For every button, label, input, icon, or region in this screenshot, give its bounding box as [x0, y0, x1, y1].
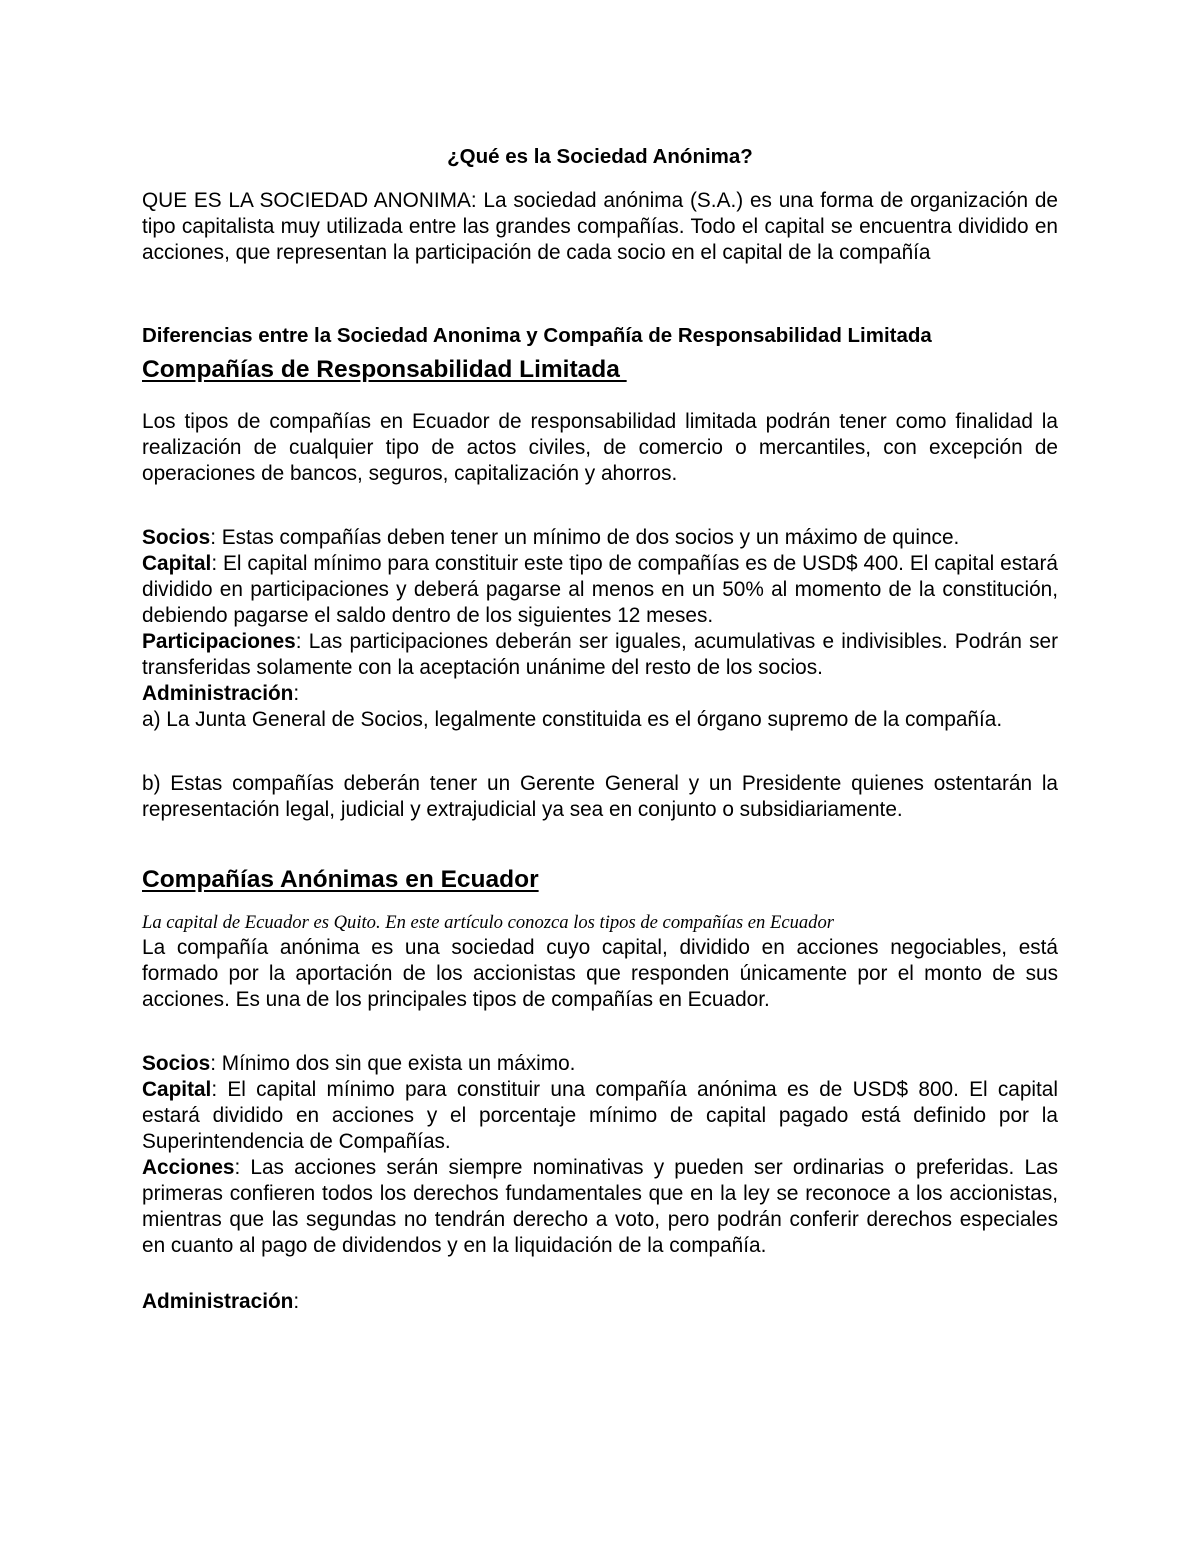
sa-socios-text: : Mínimo dos sin que exista un máximo. — [210, 1052, 576, 1075]
ltda-socios-label: Socios — [142, 526, 211, 549]
sa-acciones-paragraph — [142, 1155, 1058, 1259]
spacer — [142, 823, 1058, 863]
sa-acciones-text: : Las acciones serán siempre nominativas y pueden ser ordinarias o preferidas. Las primeras confieren todos los derechos fundamentales que en la ley se reconoce a los accionistas, mientras que las segundas no tendrán derecho a voto, pero podrán conferir derechos especiales en cuanto al pago de dividendos y en la liquidación de la compañía. — [142, 1156, 1058, 1257]
ltda-socios-text: : Estas compañías deben tener un mínimo de dos socios y un máximo de quince. — [210, 526, 960, 549]
sa-socios-paragraph — [142, 1051, 1058, 1077]
spacer — [142, 1013, 1058, 1051]
sa-capital-text: : El capital mínimo para constituir una compañía anónima es de USD$ 800. El capital estará dividido en acciones y el porcentaje mínimo de capital pagado está definido por la Superintendencia de Compañías. — [142, 1078, 1058, 1153]
sa-administracion-paragraph — [142, 1289, 1058, 1315]
ltda-capital-text: : El capital mínimo para constituir este tipo de compañías es de USD$ 400. El capital estará dividido en participaciones y deberá pagarse al menos en un 50% al momento de la constitución, debiendo pagarse el saldo dentro de los siguientes 12 meses. — [142, 552, 1058, 627]
ltda-participaciones-paragraph — [142, 629, 1058, 681]
ltda-admin-item-a: a) La Junta General de Socios, legalmente constituida es el órgano supremo de la compañía. — [142, 708, 1003, 731]
document-page — [142, 142, 1058, 1315]
ltda-capital-label: Capital — [142, 552, 212, 575]
ltda-socios-paragraph — [142, 525, 1058, 551]
spacer — [142, 387, 1058, 409]
ltda-participaciones-text: : Las participaciones deberán ser iguales, acumulativas e indivisibles. Podrán ser transferidas solamente con la aceptación unánime del resto de los socios. — [142, 630, 1058, 679]
spacer — [142, 487, 1058, 525]
intro-paragraph: QUE ES LA SOCIEDAD ANONIMA: La sociedad anónima (S.A.) es una forma de organización de tipo capitalista muy utilizada entre las grandes compañías. Todo el capital se encuentra dividido en acciones, que representan la participación de cada socio en el capital de la compañía — [142, 189, 1058, 264]
sa-administracion-label: Administración — [142, 1290, 294, 1313]
sa-socios-label: Socios — [142, 1052, 211, 1075]
sa-administracion-text: : — [293, 1290, 300, 1313]
ltda-administracion-text: : — [293, 682, 300, 705]
spacer — [142, 1259, 1058, 1289]
sa-acciones-label: Acciones — [142, 1156, 235, 1179]
sa-capital-label: Capital — [142, 1078, 212, 1101]
sa-note: La capital de Ecuador es Quito. En este artículo conozca los tipos de compañías en Ecuador — [142, 912, 835, 933]
differences-heading: Diferencias entre la Sociedad Anonima y Compañía de Responsabilidad Limitada — [142, 324, 932, 347]
spacer — [142, 733, 1058, 771]
ltda-administracion-paragraph — [142, 681, 1058, 707]
ltda-participaciones-label: Participaciones — [142, 630, 296, 653]
sa-intro-paragraph: La compañía anónima es una sociedad cuyo capital, dividido en acciones negociables, está formado por la aportación de los accionistas que responden únicamente por el monto de sus acciones. Es una de los principales tipos de compañías en Ecuador. — [142, 936, 1058, 1011]
ltda-administracion-label: Administración — [142, 682, 294, 705]
spacer — [142, 897, 1058, 911]
ltda-intro-paragraph: Los tipos de compañías en Ecuador de responsabilidad limitada podrán tener como finalidad la realización de cualquier tipo de actos civiles, de comercio o mercantiles, con excepción de operaciones de bancos, seguros, capitalización y ahorros. — [142, 410, 1058, 485]
sa-heading: Compañías Anónimas en Ecuador — [142, 866, 539, 893]
ltda-capital-paragraph — [142, 551, 1058, 629]
sa-capital-paragraph — [142, 1077, 1058, 1155]
spacer — [142, 266, 1058, 323]
document-title: ¿Qué es la Sociedad Anónima? — [447, 145, 753, 168]
ltda-heading: Compañías de Responsabilidad Limitada — [142, 356, 627, 383]
ltda-admin-item-b: b) Estas compañías deberán tener un Gerente General y un Presidente quienes ostentarán la representación legal, judicial y extrajudicial ya sea en conjunto o subsidiariamente. — [142, 772, 1058, 821]
